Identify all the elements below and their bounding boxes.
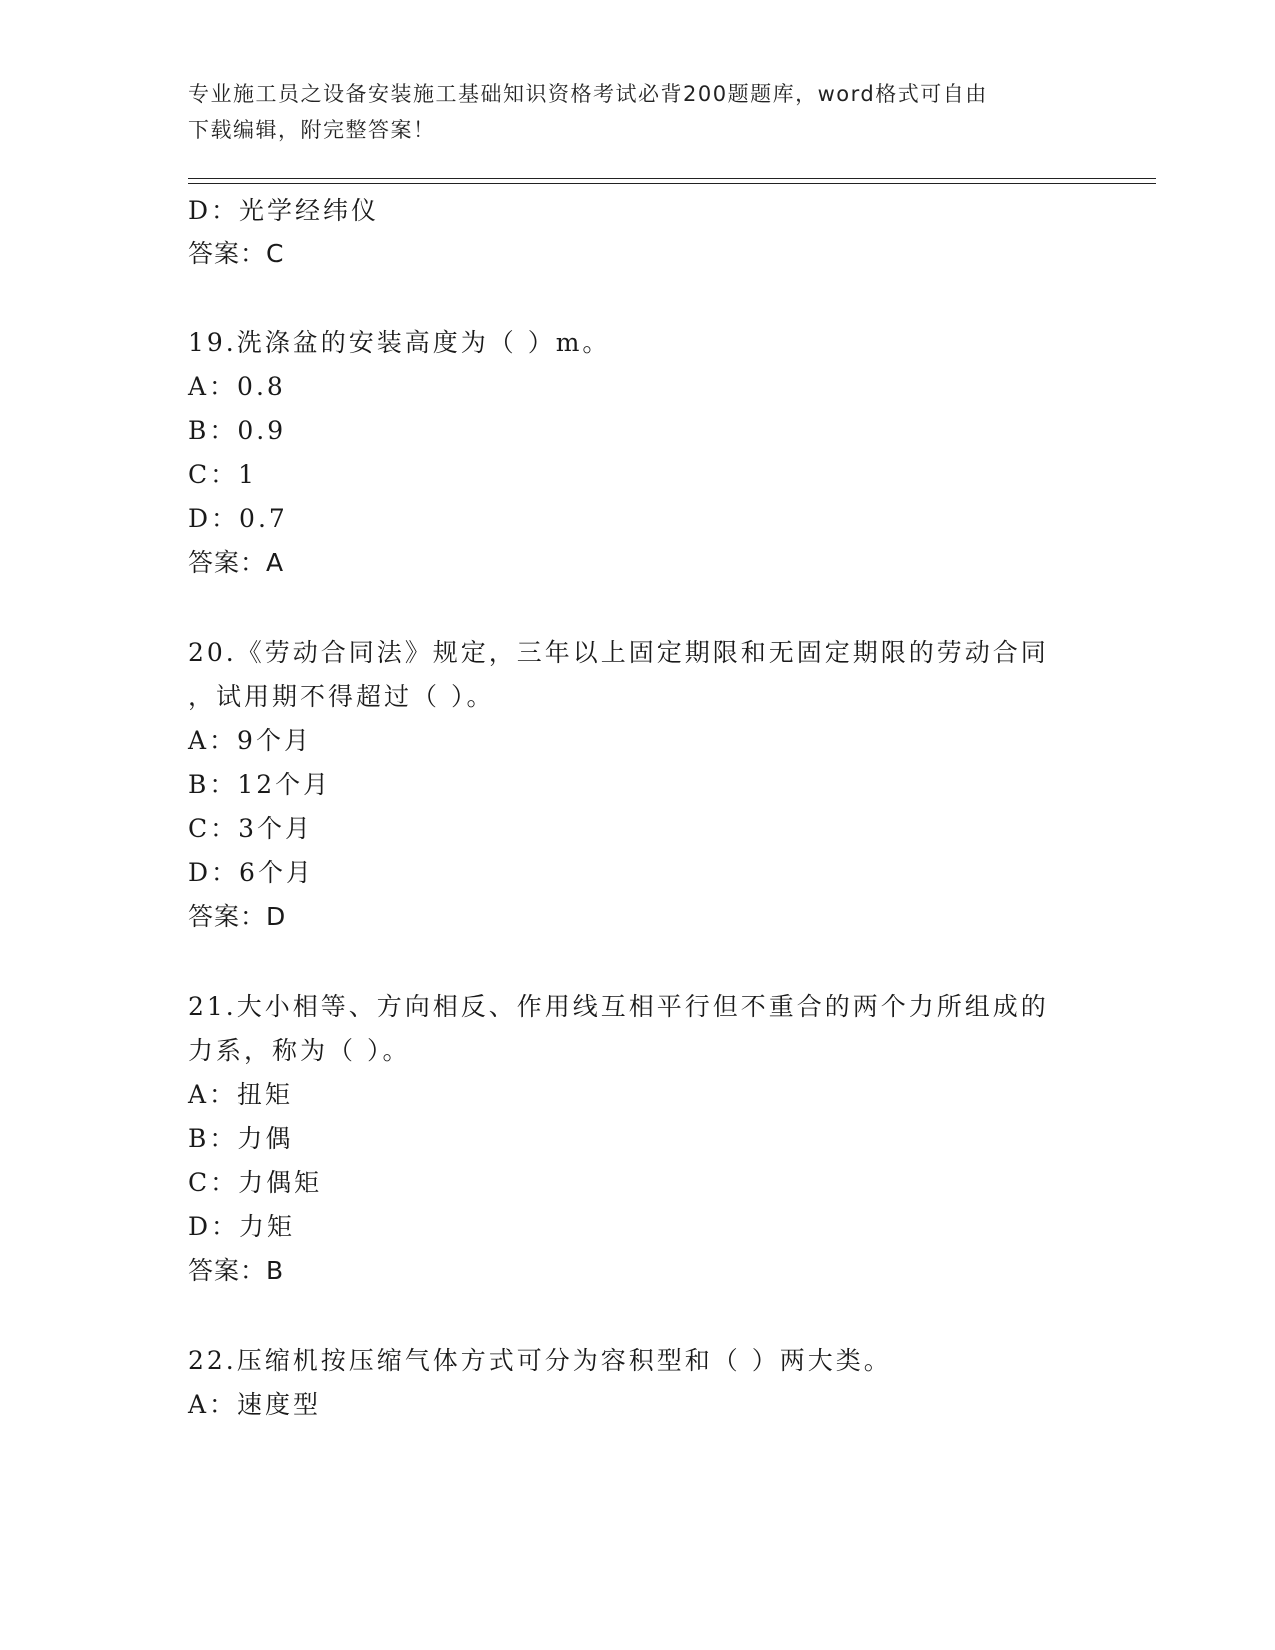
q21-stem-line-2: 力系，称为（ ）。 [188, 1036, 411, 1065]
prev-option-d: D：光学经纬仪 [188, 196, 380, 225]
q22-option-a: A：速度型 [188, 1390, 322, 1419]
q19-option-a: A：0.8 [188, 372, 286, 401]
q21-answer: 答案：B [188, 1256, 285, 1285]
header-divider-bottom [188, 183, 1156, 184]
q20-option-d: D：6个月 [188, 858, 314, 887]
q19-option-d: D：0.7 [188, 504, 288, 533]
q21-option-c: C：力偶矩 [188, 1168, 323, 1197]
q21-stem-line-1: 21.大小相等、方向相反、作用线互相平行但不重合的两个力所组成的 [188, 992, 1049, 1021]
q20-stem-line-1: 20.《劳动合同法》规定，三年以上固定期限和无固定期限的劳动合同 [188, 638, 1049, 667]
header-divider-top [188, 178, 1156, 179]
q20-option-c: C：3个月 [188, 814, 314, 843]
q19-option-c: C：1 [188, 460, 258, 489]
q21-option-d: D：力矩 [188, 1212, 296, 1241]
q21-option-b: B：力偶 [188, 1124, 294, 1153]
q21-option-a: A：扭矩 [188, 1080, 294, 1109]
q19-stem: 19.洗涤盆的安装高度为（ ）m。 [188, 328, 611, 357]
q19-option-b: B：0.9 [188, 416, 287, 445]
q19-answer: 答案：A [188, 548, 285, 577]
q20-option-b: B：12个月 [188, 770, 332, 799]
q20-stem-line-2: ，试用期不得超过（ ）。 [188, 682, 495, 711]
prev-answer: 答案：C [188, 239, 285, 268]
header-title-line-1: 专业施工员之设备安装施工基础知识资格考试必背200题题库，word格式可自由 [188, 82, 988, 106]
header-title-line-2: 下载编辑，附完整答案！ [188, 118, 436, 142]
q22-stem: 22.压缩机按压缩气体方式可分为容积型和（ ）两大类。 [188, 1346, 892, 1375]
q20-option-a: A：9个月 [188, 726, 312, 755]
q20-answer: 答案：D [188, 902, 287, 931]
document-header [188, 76, 1068, 148]
